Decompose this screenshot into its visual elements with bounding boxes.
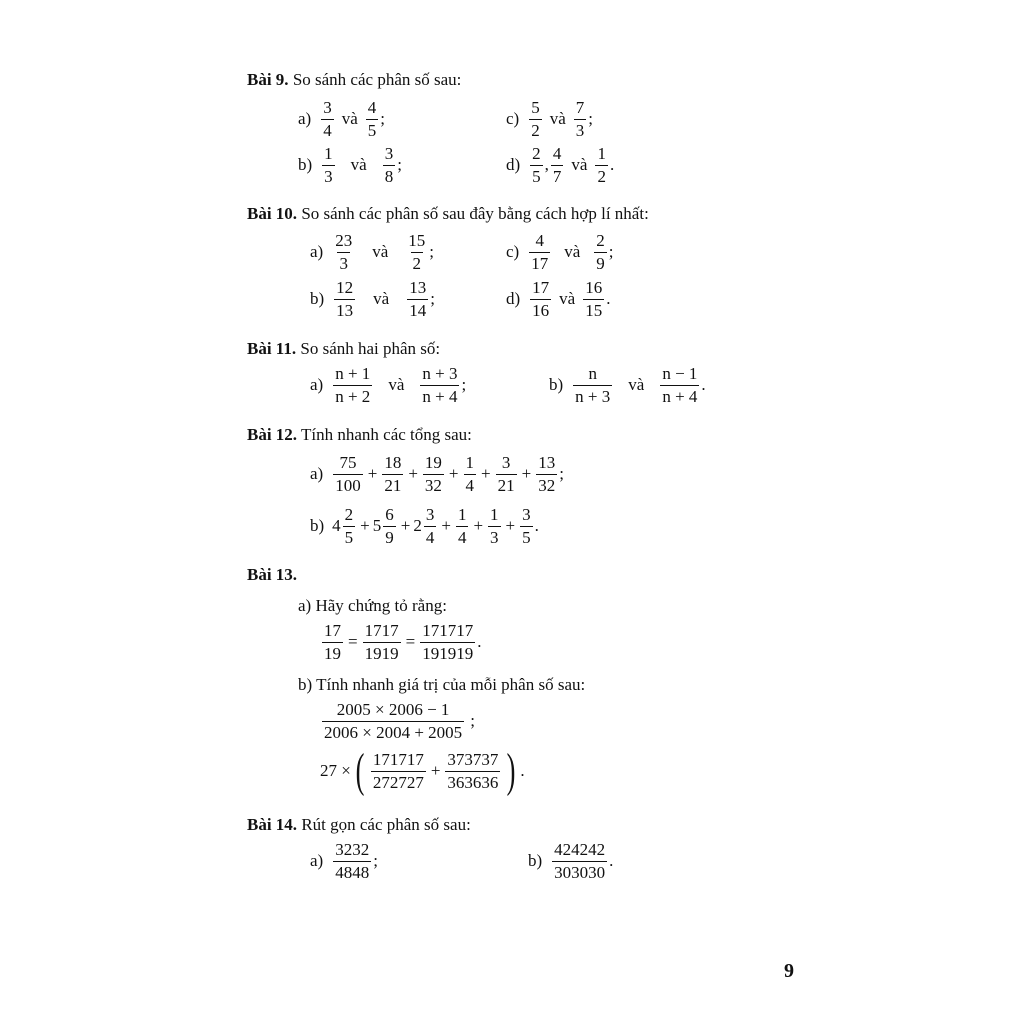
fraction: $\frac{1}{2}$ (597, 144, 606, 186)
fraction: $\frac{3}{4}$ (323, 98, 332, 140)
mixed-number: 4 $\frac{2}{5}$ (332, 505, 354, 547)
fraction: $\frac{171717}{191919}$ (422, 621, 474, 663)
fraction: $\frac{n + 3}{n + 4}$ (422, 364, 458, 406)
fraction: $\frac{3232}{4848}$ (335, 840, 370, 882)
fraction: $\frac{2}{9}$ (596, 231, 605, 273)
exercise-10-c: c) $\frac{4}{17}$ và $\frac{2}{9}$ ; (506, 231, 614, 273)
exercise-9-b: b) $\frac{1}{3}$ và $\frac{3}{8}$ ; (298, 144, 402, 186)
fraction: $\frac{19}{32}$ (424, 453, 442, 495)
exercise-10-title: Bài 10. So sánh các phân số sau đây bằng cách hợp lí nhất: (247, 204, 649, 223)
fraction: $\frac{n}{n + 3}$ (575, 364, 611, 406)
fraction: $\frac{3}{21}$ (497, 453, 515, 495)
exercise-10-b: b) $\frac{12}{13}$ và $\frac{13}{14}$ ; (310, 278, 435, 320)
fraction: $\frac{171717}{272727}$ (372, 749, 424, 792)
fraction: $\frac{18}{21}$ (384, 453, 402, 495)
fraction: $\frac{1}{4}$ (457, 505, 467, 547)
exercise-13-b-fraction-1: $\frac{2005 \times 2006 - 1}{2006 \times 2004 + 2005}$ ; (324, 700, 475, 742)
fraction: $\frac{17}{16}$ (532, 278, 550, 320)
exercise-9-d: d) $\frac{2}{5}$ , $\frac{4}{7}$ và $\frac{1}{2}$ . (506, 144, 615, 186)
fraction: $\frac{2}{5}$ (532, 144, 541, 186)
fraction: $\frac{13}{14}$ (409, 278, 427, 320)
fraction: $\frac{424242}{303030}$ (554, 840, 606, 882)
fraction: $\frac{75}{100}$ (335, 453, 361, 495)
fraction: $\frac{16}{15}$ (585, 278, 603, 320)
fraction: $\frac{4}{5}$ (367, 98, 377, 140)
exercise-11-title: Bài 11. So sánh hai phân số: (247, 339, 441, 358)
fraction: $\frac{17}{19}$ (324, 621, 341, 663)
fraction: $\frac{n - 1}{n + 4}$ (662, 364, 698, 406)
fraction: $\frac{1}{4}$ (465, 453, 474, 495)
exercise-11-b: b) $\frac{n}{n + 3}$ và $\frac{n - 1}{n + 4}$ . (549, 364, 706, 406)
fraction: $\frac{2005 \times 2006 - 1}{2006 \times 2004 + 2005}$ (324, 700, 463, 742)
fraction: $\frac{n + 1}{n + 2}$ (335, 364, 371, 406)
exercise-14-a: a) $\frac{3232}{4848}$ ; (310, 840, 378, 882)
fraction: $\frac{4}{7}$ (552, 144, 562, 186)
fraction: $\frac{12}{13}$ (336, 278, 354, 320)
fraction: $\frac{1}{3}$ (490, 505, 499, 547)
fraction: $\frac{15}{2}$ (408, 231, 426, 273)
mixed-number: 2 $\frac{3}{4}$ (413, 505, 435, 547)
exercise-12-a: a) $\frac{75}{100}$ + $\frac{18}{21}$ + $\frac{19}{32}$ + $\frac{1}{4}$ + $\frac{3}{21}$ + $\frac{13}{32}$ ; (310, 453, 564, 495)
fraction: $\frac{13}{32}$ (538, 453, 556, 495)
fraction: $\frac{3}{8}$ (384, 144, 394, 186)
fraction: $\frac{373737}{363636}$ (447, 749, 499, 792)
fraction: $\frac{5}{2}$ (531, 98, 540, 140)
exercise-9-a: a) $\frac{3}{4}$ và $\frac{4}{5}$ ; (298, 98, 385, 140)
fraction: $\frac{7}{3}$ (575, 98, 585, 140)
exercise-13-a-text: a) Hãy chứng tỏ rằng: (298, 596, 447, 615)
exercise-9-title: Bài 9. So sánh các phân số sau: (247, 70, 462, 89)
exercise-13-title: Bài 13. (247, 565, 298, 584)
fraction: $\frac{3}{5}$ (522, 505, 531, 547)
exercise-13-a-equation: $\frac{17}{19}$ = $\frac{1717}{1919}$ = $\frac{171717}{191919}$ . (324, 621, 482, 663)
fraction: $\frac{23}{3}$ (335, 231, 353, 273)
page-number: 9 (784, 960, 794, 982)
fraction: $\frac{1}{3}$ (324, 144, 333, 186)
fraction: $\frac{4}{17}$ (531, 231, 549, 273)
exercise-9-c: c) $\frac{5}{2}$ và $\frac{7}{3}$ ; (506, 98, 593, 140)
exercise-12-b: b) 4 $\frac{2}{5}$ + 5 $\frac{6}{9}$ + 2 $\frac{3}{4}$ + $\frac{1}{4}$ + $\frac{1}{3}$ + $\frac{3}{5}$ . (310, 505, 539, 547)
exercise-13-b-text: b) Tính nhanh giá trị của mỗi phân số sau: (298, 675, 586, 694)
exercise-13-b-expression-2: 27 × ( $\frac{171717}{272727}$ + $\frac{373737}{363636}$ ) . (320, 744, 525, 797)
exercise-12-title: Bài 12. Tính nhanh các tổng sau: (247, 425, 472, 444)
exercise-14-title: Bài 14. Rút gọn các phân số sau: (247, 815, 471, 834)
mixed-number: 5 $\frac{6}{9}$ (372, 505, 394, 547)
exercise-14-b: b) $\frac{424242}{303030}$ . (528, 840, 614, 882)
exercise-10-d: d) $\frac{17}{16}$ và $\frac{16}{15}$ . (506, 278, 611, 320)
exercise-10-a: a) $\frac{23}{3}$ và $\frac{15}{2}$ ; (310, 231, 434, 273)
fraction: $\frac{1717}{1919}$ (364, 621, 399, 663)
exercise-11-a: a) $\frac{n + 1}{n + 2}$ và $\frac{n + 3}{n + 4}$ ; (310, 364, 467, 406)
